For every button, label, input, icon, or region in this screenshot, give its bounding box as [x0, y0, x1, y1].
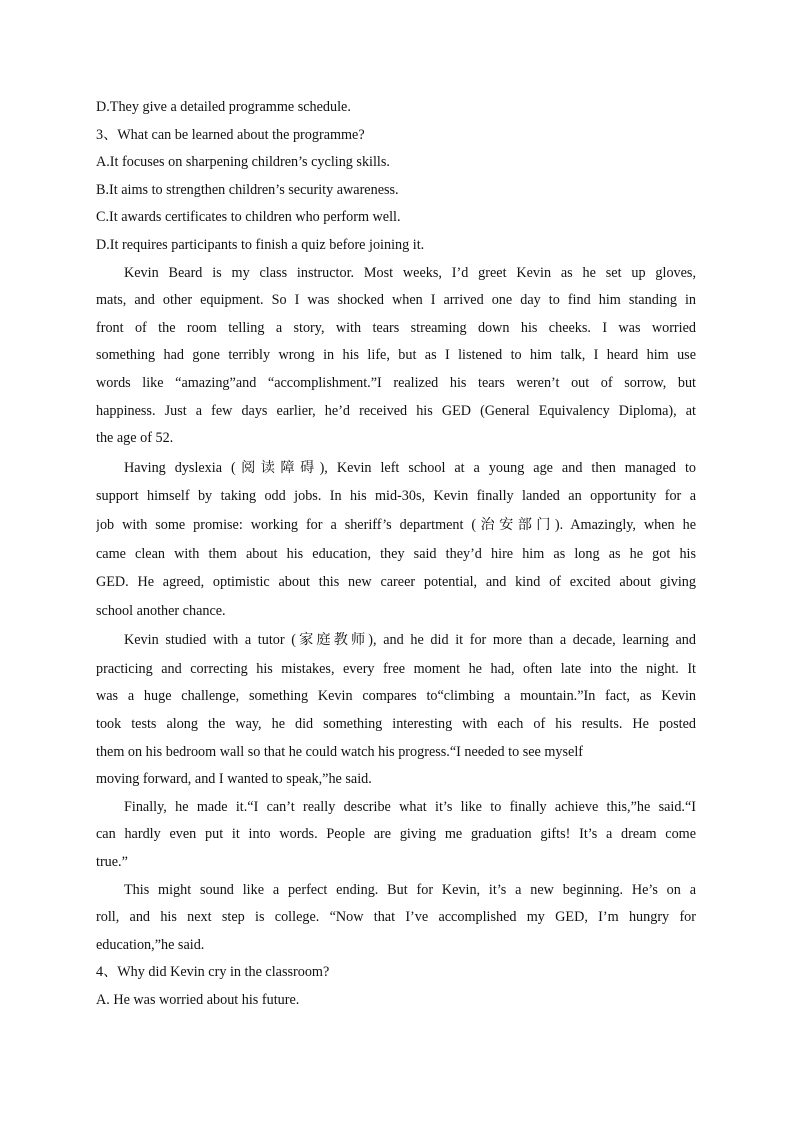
- passage-paragraph-5: [96, 877, 696, 960]
- passage-paragraph-2: [96, 455, 696, 626]
- passage-line: This might sound like a perfect ending. But for Kevin, it’s a new beginning. He’s on a: [124, 881, 696, 898]
- passage-line: job with some promise: working for a sheriff’s department (治安部门). Amazingly, when he: [96, 516, 696, 533]
- passage-line: school another chance.: [96, 602, 226, 619]
- passage-paragraph-1: [96, 260, 696, 453]
- passage-line: front of the room telling a story, with tears streaming down his cheeks. I was worried: [96, 319, 696, 336]
- passage-line: support himself by taking odd jobs. In his mid-30s, Kevin finally landed an opportunity for a: [96, 488, 696, 505]
- passage-line: something had gone terribly wrong in his life, but as I listened to him talk, I heard him use: [96, 347, 696, 364]
- passage-line: can hardly even put it into words. People are giving me graduation gifts! It’s a dream come: [96, 826, 696, 843]
- passage-line: them on his bedroom wall so that he could watch his progress.“I needed to see myself: [96, 743, 583, 760]
- question-3-option-c: C.It awards certificates to children who perform well.: [96, 209, 401, 226]
- passage-line: happiness. Just a few days earlier, he’d received his GED (General Equivalency Diploma), at: [96, 402, 696, 419]
- passage-line: words like “amazing”and “accomplishment.”I realized his tears weren’t out of sorrow, but: [96, 374, 696, 391]
- passage-line: Having dyslexia (阅读障碍), Kevin left school at a young age and then managed to: [124, 459, 696, 476]
- question-3-option-a: A.It focuses on sharpening children’s cycling skills.: [96, 154, 390, 171]
- passage-line: Finally, he made it.“I can’t really describe what it’s like to finally achieve this,”he said.“I: [124, 798, 696, 815]
- question-4-stem: 4、Why did Kevin cry in the classroom?: [96, 964, 330, 981]
- question-3-option-b: B.It aims to strengthen children’s security awareness.: [96, 181, 399, 198]
- passage-line: took tests along the way, he did something interesting with each of his results. He posted: [96, 716, 696, 733]
- passage-line: practicing and correcting his mistakes, every free moment he had, often late into the night. It: [96, 660, 696, 677]
- passage-line: was a huge challenge, something Kevin compares to“climbing a mountain.”In fact, as Kevin: [96, 688, 696, 705]
- passage-line: GED. He agreed, optimistic about this new career potential, and kind of excited about giving: [96, 574, 696, 591]
- passage-line: education,”he said.: [96, 936, 205, 953]
- document-body: [96, 94, 696, 1015]
- passage-line: moving forward, and I wanted to speak,”he said.: [96, 771, 372, 788]
- passage-line: Kevin Beard is my class instructor. Most weeks, I’d greet Kevin as he set up gloves,: [124, 264, 696, 281]
- passage-line: the age of 52.: [96, 430, 174, 447]
- passage-paragraph-4: [96, 794, 696, 877]
- question-4-option-a: A. He was worried about his future.: [96, 992, 300, 1008]
- passage-line: true.”: [96, 854, 128, 871]
- passage-line: Kevin studied with a tutor (家庭教师), and he did it for more than a decade, learning and: [124, 632, 696, 649]
- question-3-option-d: D.It requires participants to finish a quiz before joining it.: [96, 236, 425, 253]
- passage-line: came clean with them about his education, they said they’d hire him as long as he got his: [96, 545, 696, 562]
- q3-prev-option-d: D.They give a detailed programme schedule.: [96, 99, 351, 115]
- passage-line: mats, and other equipment. So I was shocked when I arrived one day to find him standing in: [96, 292, 696, 309]
- passage-paragraph-3: [96, 627, 696, 794]
- question-3-stem: 3、What can be learned about the programme?: [96, 126, 365, 143]
- passage-line: roll, and his next step is college. “Now that I’ve accomplished my GED, I’m hungry for: [96, 909, 696, 926]
